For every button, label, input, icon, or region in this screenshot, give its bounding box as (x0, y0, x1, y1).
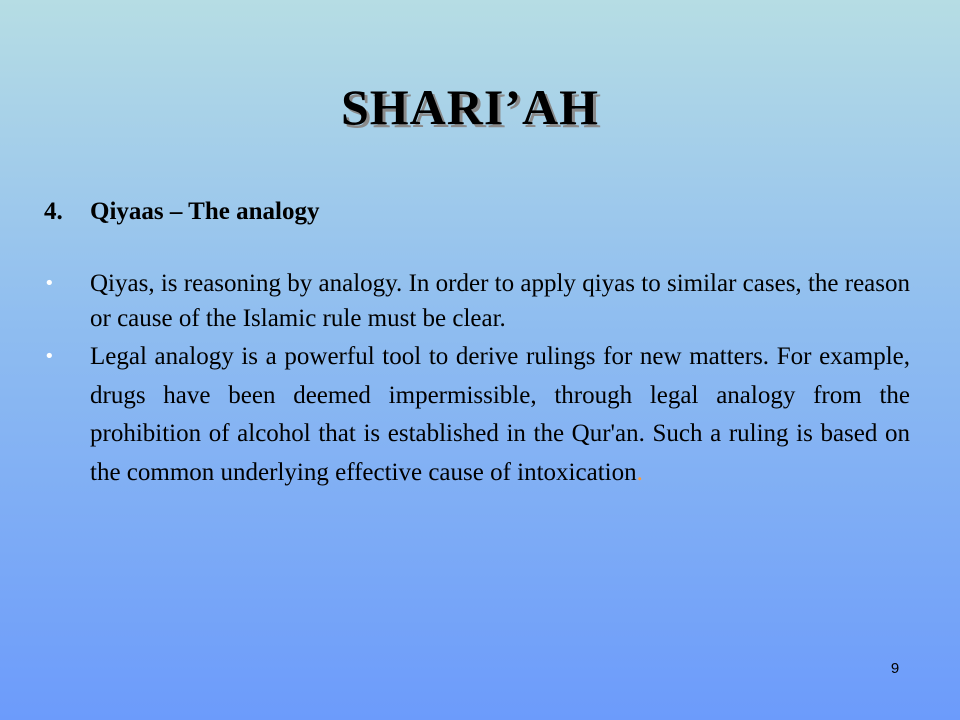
section-heading-text: Qiyaas – The analogy (90, 198, 320, 225)
bullet-text: Legal analogy is a powerful tool to derive rulings for new matters. For example, drugs have been deemed impermissible, through legal analogy from the prohibition of alcohol that is established in the Qur'an. Such a ruling is based on the common underlying effective cause of intoxication (90, 343, 910, 486)
bullet-item (44, 338, 910, 492)
section-heading (44, 198, 319, 226)
bullet-text: Qiyas, is reasoning by analogy. In order to apply qiyas to similar cases, the reason or cause of the Islamic rule must be clear. (90, 270, 910, 332)
bullet-dot-icon: • (44, 346, 55, 367)
bullet-list (44, 266, 910, 492)
bullet-dot-icon: • (44, 273, 55, 294)
bullet-trailing: . (636, 458, 643, 486)
section-number: 4. (44, 198, 63, 225)
page-number: 9 (890, 660, 900, 677)
bullet-item (44, 266, 910, 336)
slide-title: SHARI’AH (340, 79, 600, 135)
